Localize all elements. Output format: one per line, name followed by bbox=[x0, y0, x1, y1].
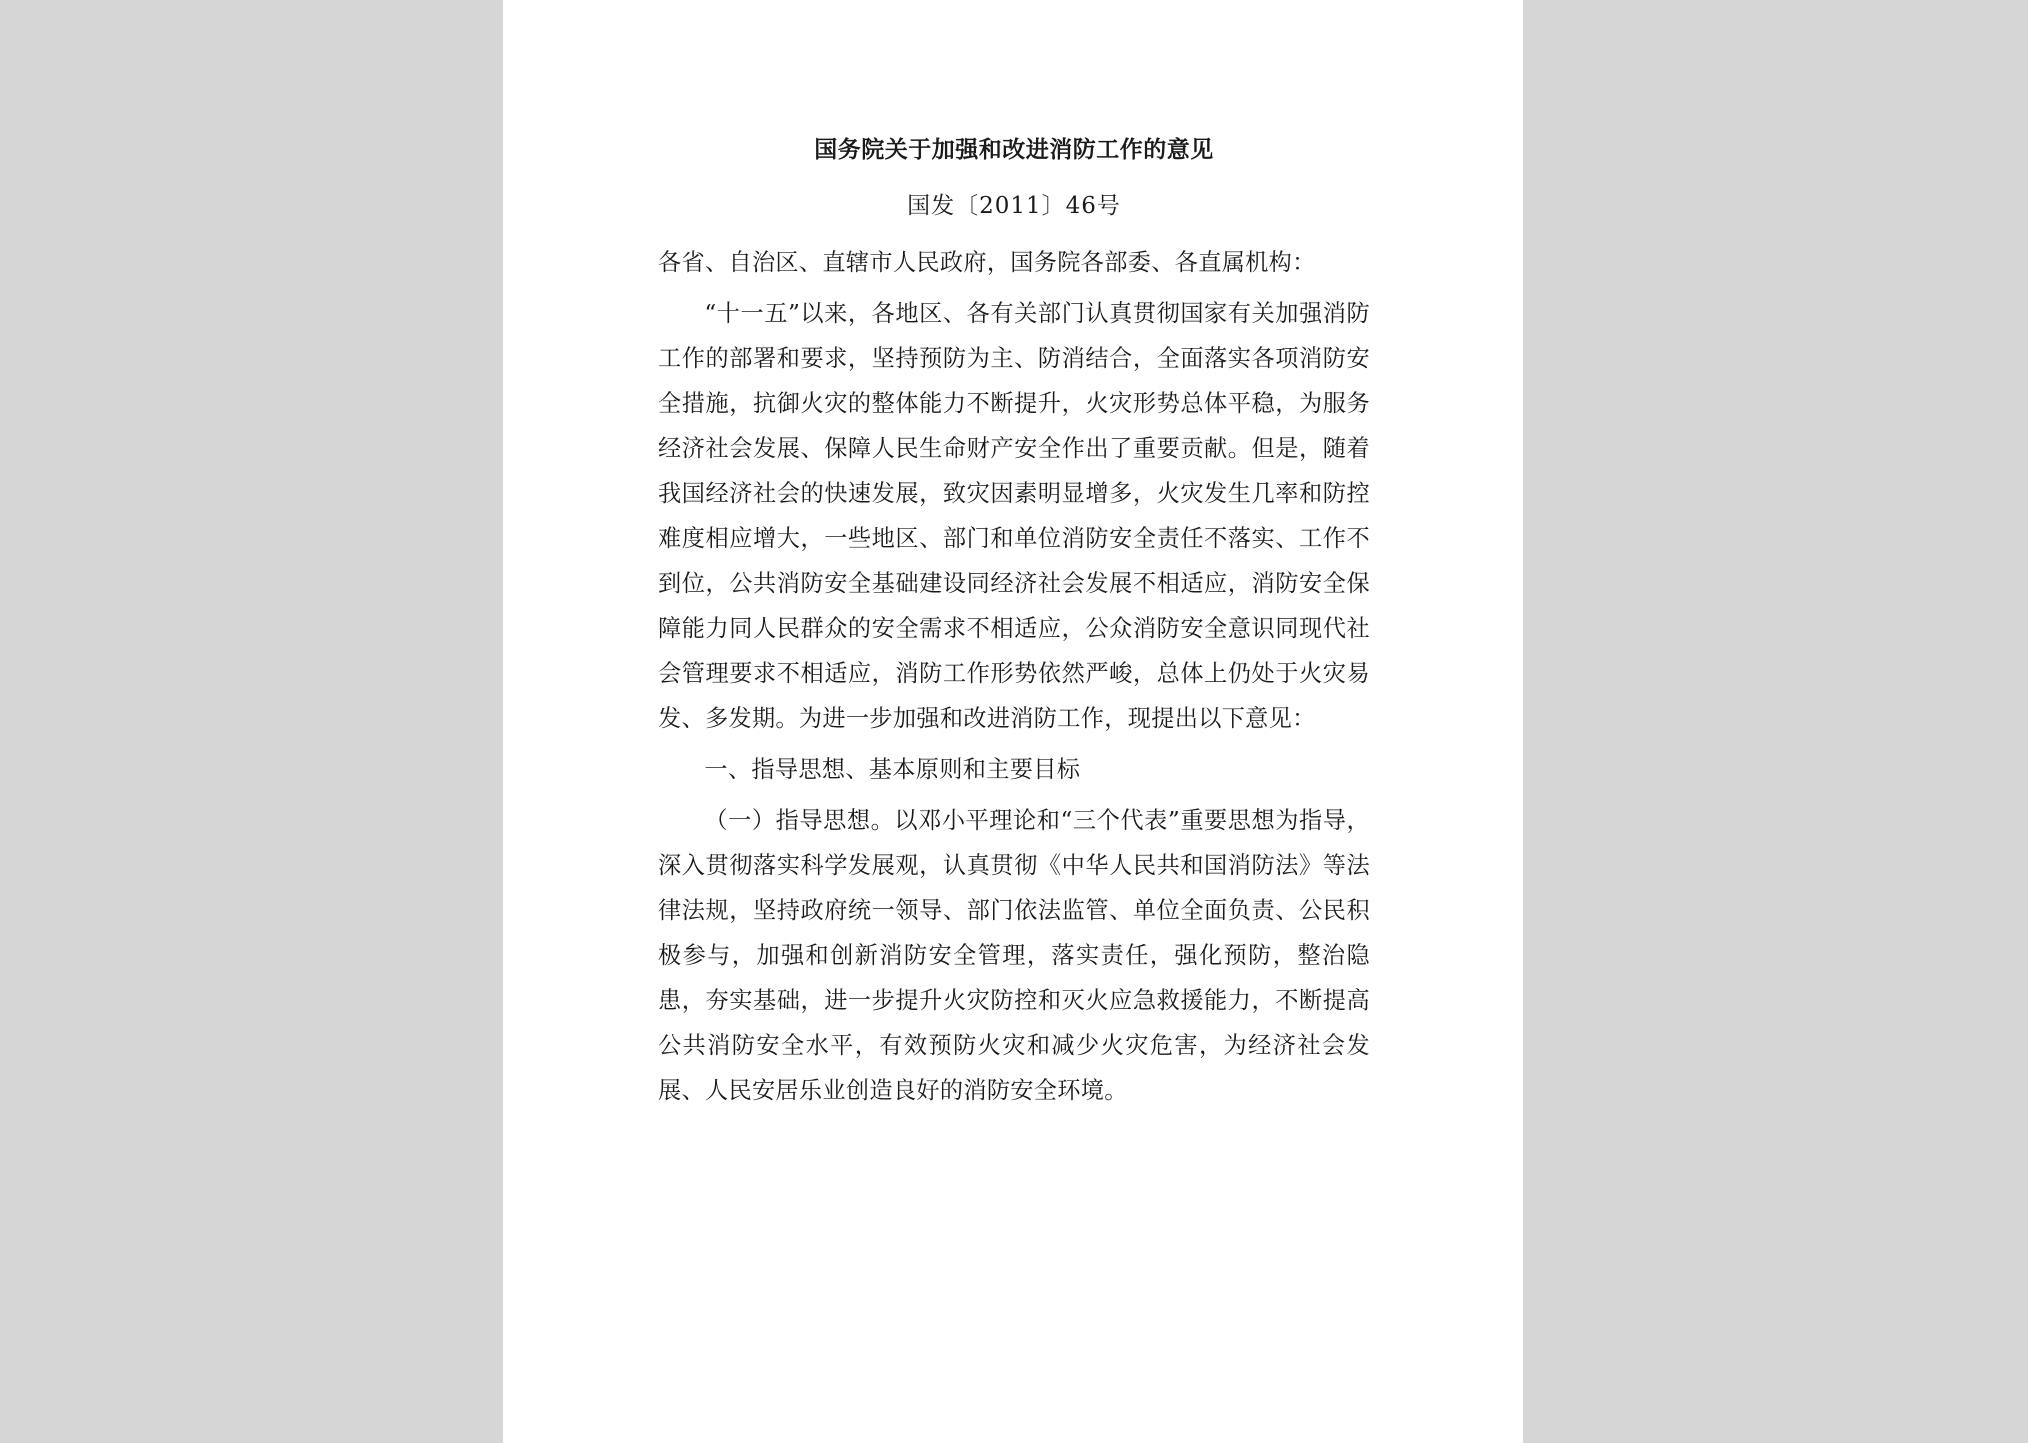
body-paragraph-1: “十一五”以来，各地区、各有关部门认真贯彻国家有关加强消防工作的部署和要求，坚持预防为主、防消结合，全面落实各项消防安全措施，抗御火灾的整体能力不断提升，火灾形势总体平稳，为服务经济社会发展、保障人民生命财产安全作出了重要贡献。但是，随着我国经济社会的快速发展，致灾因素明显增多，火灾发生几率和防控难度相应增大，一些地区、部门和单位消防安全责任不落实、工作不到位，公共消防安全基础建设同经济社会发展不相适应，消防安全保障能力同人民群众的安全需求不相适应，公众消防安全意识同现代社会管理要求不相适应，消防工作形势依然严峻，总体上仍处于火灾易发、多发期。为进一步加强和改进消防工作，现提出以下意见： bbox=[658, 300, 1370, 732]
document-number: 国发〔2011〕46号 bbox=[907, 193, 1121, 219]
salutation: 各省、自治区、直辖市人民政府，国务院各部委、各直属机构： bbox=[658, 249, 1316, 276]
section-paragraph: （一）指导思想。以邓小平理论和“三个代表”重要思想为指导，深入贯彻落实科学发展观，认真贯彻《中华人民共和国消防法》等法律法规，坚持政府统一领导、部门依法监管、单位全面负责、公民积极参与，加强和创新消防安全管理，落实责任，强化预防，整治隐患，夯实基础，进一步提升火灾防控和灭火应急救援能力，不断提高公共消防安全水平，有效预防火灾和减少火灾危害，为经济社会发展、人民安居乐业创造良好的消防安全环境。 bbox=[658, 807, 1370, 1104]
section-heading: 一、指导思想、基本原则和主要目标 bbox=[704, 756, 1081, 783]
document-title: 国务院关于加强和改进消防工作的意见 bbox=[814, 137, 1214, 163]
page-content bbox=[658, 122, 1370, 1113]
document-page bbox=[503, 0, 1523, 1443]
